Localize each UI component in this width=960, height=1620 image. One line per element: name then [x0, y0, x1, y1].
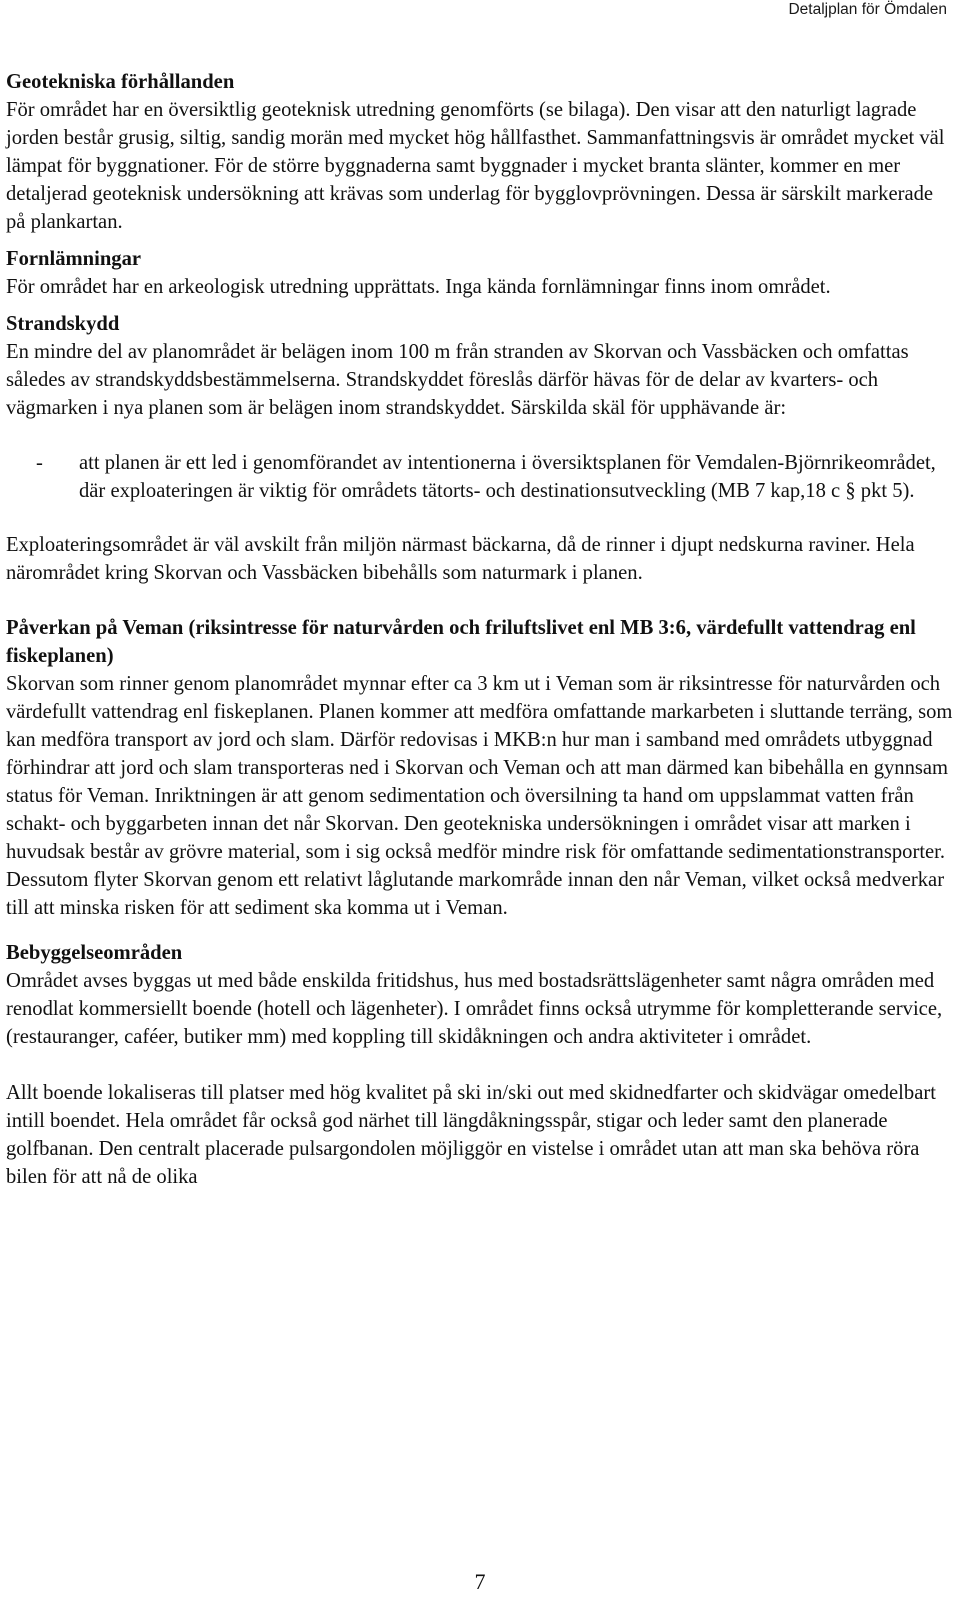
section-title-paverkan: Påverkan på Veman (riksintresse för naturvården och friluftslivet enl MB 3:6, värdefullt vattendrag enl fiskeplanen)	[6, 617, 916, 667]
reasons-list	[6, 449, 954, 505]
document-body	[6, 68, 954, 1200]
section-paverkan-pa-veman	[6, 614, 954, 922]
paragraph-strandskydd: En mindre del av planområdet är belägen inom 100 m från stranden av Skorvan och Vassbäcken och omfattas således av strandskyddsbestämmelserna. Strandskyddet föreslås därför hävas för de delar av kvarters- och vägmarken i nya planen som är belägen inom strandskyddet. Särskilda skäl för upphävande är:	[6, 341, 909, 419]
paragraph-paverkan: Skorvan som rinner genom planområdet mynnar efter ca 3 km ut i Veman som är riksintresse för naturvården och värdefullt vattendrag enl fiskeplanen. Planen kommer att medföra omfattande markarbeten i sluttande terräng, som kan medföra transport av jord och slam. Därför redovisas i MKB:n hur man i samband med områdets utbyggnad förhindrar att jord och slam transporteras ned i Skorvan och Veman och att man därmed kan bibehålla en gynnsam status för Veman. Inriktningen är att genom sedimentation och översilning ta hand om uppslammat vatten från schakt- och byggarbeten innan det når Skorvan. Den geotekniska undersökningen i området visar att marken i huvudsak består av grövre material, som i sig också medför mindre risk för omfattande sedimentationstransporter. Dessutom flyter Skorvan genom ett relativt låglutande markområde innan den når Veman, vilket också medverkar till att minska risken för att sediment ska komma ut i Veman.	[6, 673, 953, 919]
section-title-strandskydd: Strandskydd	[6, 313, 120, 335]
paragraph-fornlamningar: För området har en arkeologisk utredning upprättats. Inga kända fornlämningar finns inom området.	[6, 276, 831, 298]
list-item-text: att planen är ett led i genomförandet av intentionerna i översiktsplanen för Vemdalen-Björnrikeområdet, där exploateringen är viktig för områdets tätorts- och destinationsutveckling (MB 7 kap,18 c § pkt 5).	[79, 452, 936, 502]
paragraph-geoteknik: För området har en översiktlig geoteknisk utredning genomförts (se bilaga). Den visar att den naturligt lagrade jorden består grusig, siltig, sandig morän med mycket hög hållfasthet. Sammanfattningsvis är området mycket väl lämpat för byggnationer. För de större byggnaderna samt byggnader i mycket branta slänter, kommer en mer detaljerad geoteknisk undersökning att krävas som underlag för bygglovprövningen. Dessa är särskilt markerade på plankartan.	[6, 99, 945, 233]
page-number: 7	[474, 1569, 486, 1594]
paragraph-bebyggelse-1: Området avses byggas ut med både enskilda fritidshus, hus med bostadsrättslägenheter samt några områden med renodlat kommersiellt boende (hotell och lägenheter). I området finns också utrymme för kompletterande service, (restauranger, caféer, butiker mm) med koppling till skidåkningen och andra aktiviteter i området.	[6, 970, 943, 1048]
paragraph-exploateringsomradet: Exploateringsområdet är väl avskilt från miljön närmast bäckarna, då de rinner i djupt nedskurna raviner. Hela närområdet kring Skorvan och Vassbäcken bibehålls som naturmark i planen.	[6, 534, 915, 584]
list-item	[6, 449, 954, 505]
section-title-bebyggelse: Bebyggelseområden	[6, 942, 183, 964]
section-geotekniska-forhallanden	[6, 68, 954, 236]
section-strandskydd	[6, 310, 954, 587]
bullet-dash: -	[36, 452, 43, 474]
section-fornlamningar	[6, 245, 954, 301]
section-title-fornlamningar: Fornlämningar	[6, 248, 142, 270]
section-bebyggelseomraden	[6, 939, 954, 1191]
section-title-geoteknik: Geotekniska förhållanden	[6, 71, 235, 93]
paragraph-bebyggelse-2: Allt boende lokaliseras till platser med hög kvalitet på ski in/ski out med skidnedfarter och skidvägar omedelbart intill boendet. Hela området får också god närhet till längdåkningsspår, stigar och leder samt den planerade golfbanan. Den centralt placerade pulsargondolen möjliggör en vistelse i området utan att man ska behöva röra bilen för att nå de olika	[6, 1082, 936, 1188]
paragraph-spacer	[6, 1051, 954, 1079]
running-header: Detaljplan för Ömdalen	[788, 1, 947, 18]
